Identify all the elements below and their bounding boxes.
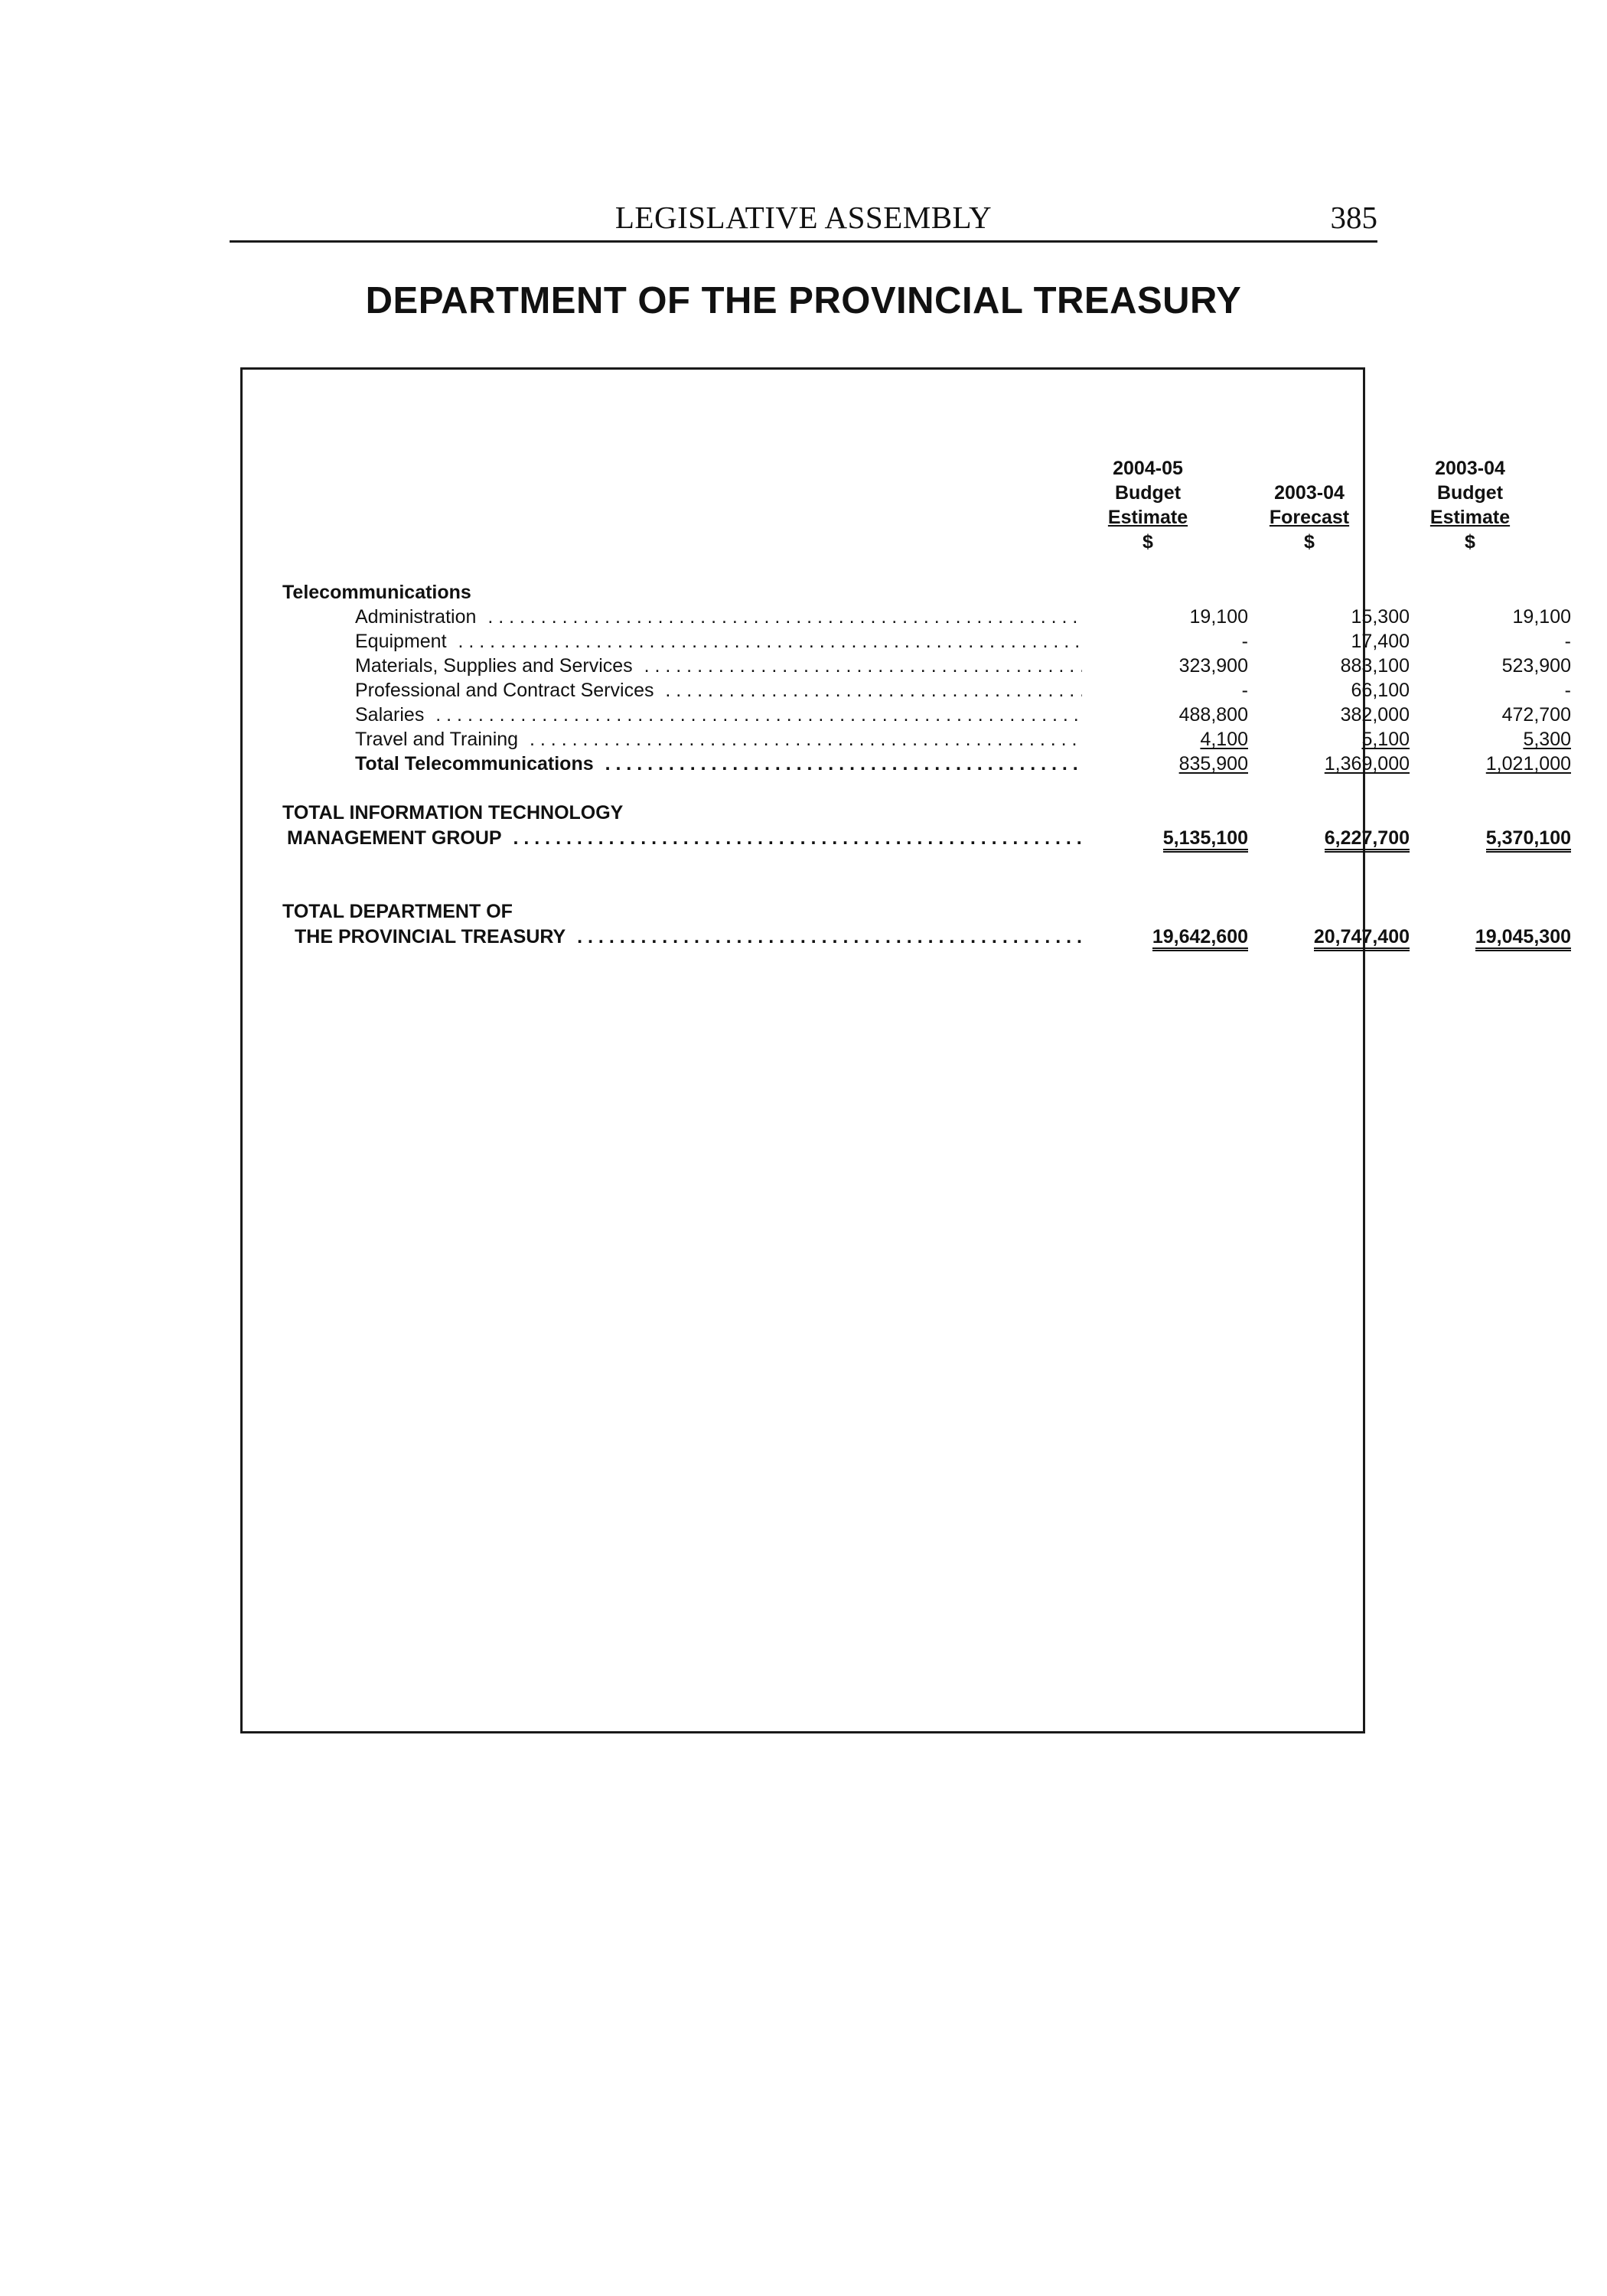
row-label (355, 703, 1082, 727)
row-label (355, 654, 1082, 678)
running-head (230, 197, 1377, 243)
row-value-text: 1,369,000 (1324, 753, 1410, 775)
row-value: 66,100 (1351, 680, 1410, 701)
row-value-text: 835,900 (1178, 753, 1248, 775)
row-value (1302, 752, 1410, 776)
row-value: 488,800 (1178, 704, 1248, 726)
row-value (1464, 826, 1571, 850)
row-value: 523,900 (1501, 655, 1571, 677)
table-row (243, 654, 1571, 678)
row-value (1302, 727, 1410, 752)
row-value: 472,700 (1501, 704, 1571, 726)
column-header-year (1233, 456, 1386, 481)
column-header-year: 2004-05 (1113, 458, 1183, 479)
row-value: 382,000 (1340, 704, 1410, 726)
row-label-text: Travel and Training (355, 729, 524, 750)
row-label (355, 752, 1082, 776)
row-value: - (1564, 631, 1571, 652)
row-value-text: 5,100 (1361, 729, 1410, 750)
row-value-text: 5,135,100 (1163, 827, 1248, 853)
row-value: 883,100 (1340, 655, 1410, 677)
row-value (1464, 727, 1571, 752)
column-header-line2: Budget (1114, 482, 1182, 504)
column-header-unit: $ (1304, 531, 1315, 553)
row-value: - (1564, 680, 1571, 701)
page-number: 385 (1330, 200, 1377, 235)
row-value (1141, 752, 1248, 776)
row-value-text: 19,642,600 (1152, 926, 1248, 951)
running-head-title: LEGISLATIVE ASSEMBLY (614, 200, 993, 235)
column-header-line2: Budget (1436, 482, 1504, 504)
row-label (355, 678, 1082, 703)
row-label-text: THE PROVINCIAL TREASURY (295, 926, 572, 947)
row-value: 15,300 (1351, 606, 1410, 628)
row-label (295, 925, 1082, 949)
it-group-total-row (243, 826, 1571, 850)
row-value (1302, 925, 1410, 949)
row-value (1141, 826, 1248, 850)
row-value-text: 1,021,000 (1485, 753, 1571, 775)
row-label-text: TOTAL DEPARTMENT OF (282, 901, 519, 922)
column-header-line2: 2003-04 (1274, 482, 1345, 504)
column-header-line3: Estimate (1429, 507, 1511, 528)
row-value-text: 5,300 (1523, 729, 1571, 750)
row-label (282, 899, 519, 924)
table-row (243, 703, 1571, 727)
estimates-frame (240, 367, 1571, 1733)
column-header-line3: Estimate (1107, 507, 1188, 528)
column-header-unit: $ (1465, 531, 1475, 553)
estimates-table (243, 370, 1571, 1731)
row-value (1464, 925, 1571, 949)
row-label (355, 605, 1082, 629)
column-header-budget-2004-05 (1071, 456, 1224, 554)
row-label-text: TOTAL INFORMATION TECHNOLOGY (282, 802, 629, 823)
row-value-text: 19,045,300 (1475, 926, 1571, 951)
department-total-row (243, 925, 1571, 949)
column-header-year: 2003-04 (1435, 458, 1505, 479)
row-value: 323,900 (1178, 655, 1248, 677)
table-row (243, 605, 1571, 629)
row-value: - (1241, 631, 1248, 652)
section-heading-telecommunications: Telecommunications (282, 582, 471, 603)
row-label (282, 801, 629, 825)
column-header-line3: Forecast (1269, 507, 1350, 528)
row-value (1464, 752, 1571, 776)
table-row (243, 678, 1571, 703)
row-value: 19,100 (1189, 606, 1248, 628)
row-label (287, 826, 1082, 850)
department-total-heading-row (243, 899, 1363, 924)
row-label-text: MANAGEMENT GROUP (287, 827, 508, 849)
row-value-text: 20,747,400 (1314, 926, 1410, 951)
row-value-text: 6,227,700 (1325, 827, 1410, 853)
page-title: DEPARTMENT OF THE PROVINCIAL TREASURY (365, 280, 1242, 321)
row-value: - (1241, 680, 1248, 701)
table-row (243, 727, 1571, 752)
table-row (243, 629, 1571, 654)
row-label-text: Total Telecommunications (355, 753, 600, 775)
row-label-text: Salaries (355, 704, 430, 726)
row-value-text: 5,370,100 (1486, 827, 1571, 853)
row-value: 19,100 (1512, 606, 1571, 628)
row-value (1141, 727, 1248, 752)
row-label (355, 629, 1082, 654)
column-header-forecast-2003-04 (1233, 456, 1386, 554)
row-value (1302, 826, 1410, 850)
row-value-text: 4,100 (1200, 729, 1248, 750)
row-label-text: Administration (355, 606, 482, 628)
row-label-text: Professional and Contract Services (355, 680, 660, 701)
column-header-budget-2003-04 (1393, 456, 1547, 554)
column-header-unit: $ (1143, 531, 1153, 553)
row-value: 17,400 (1351, 631, 1410, 652)
row-label (355, 727, 1082, 752)
row-label-text: Materials, Supplies and Services (355, 655, 639, 677)
row-value (1141, 925, 1248, 949)
subtotal-row (243, 752, 1571, 776)
row-label-text: Equipment (355, 631, 453, 652)
it-group-total-heading-row (243, 801, 1363, 825)
